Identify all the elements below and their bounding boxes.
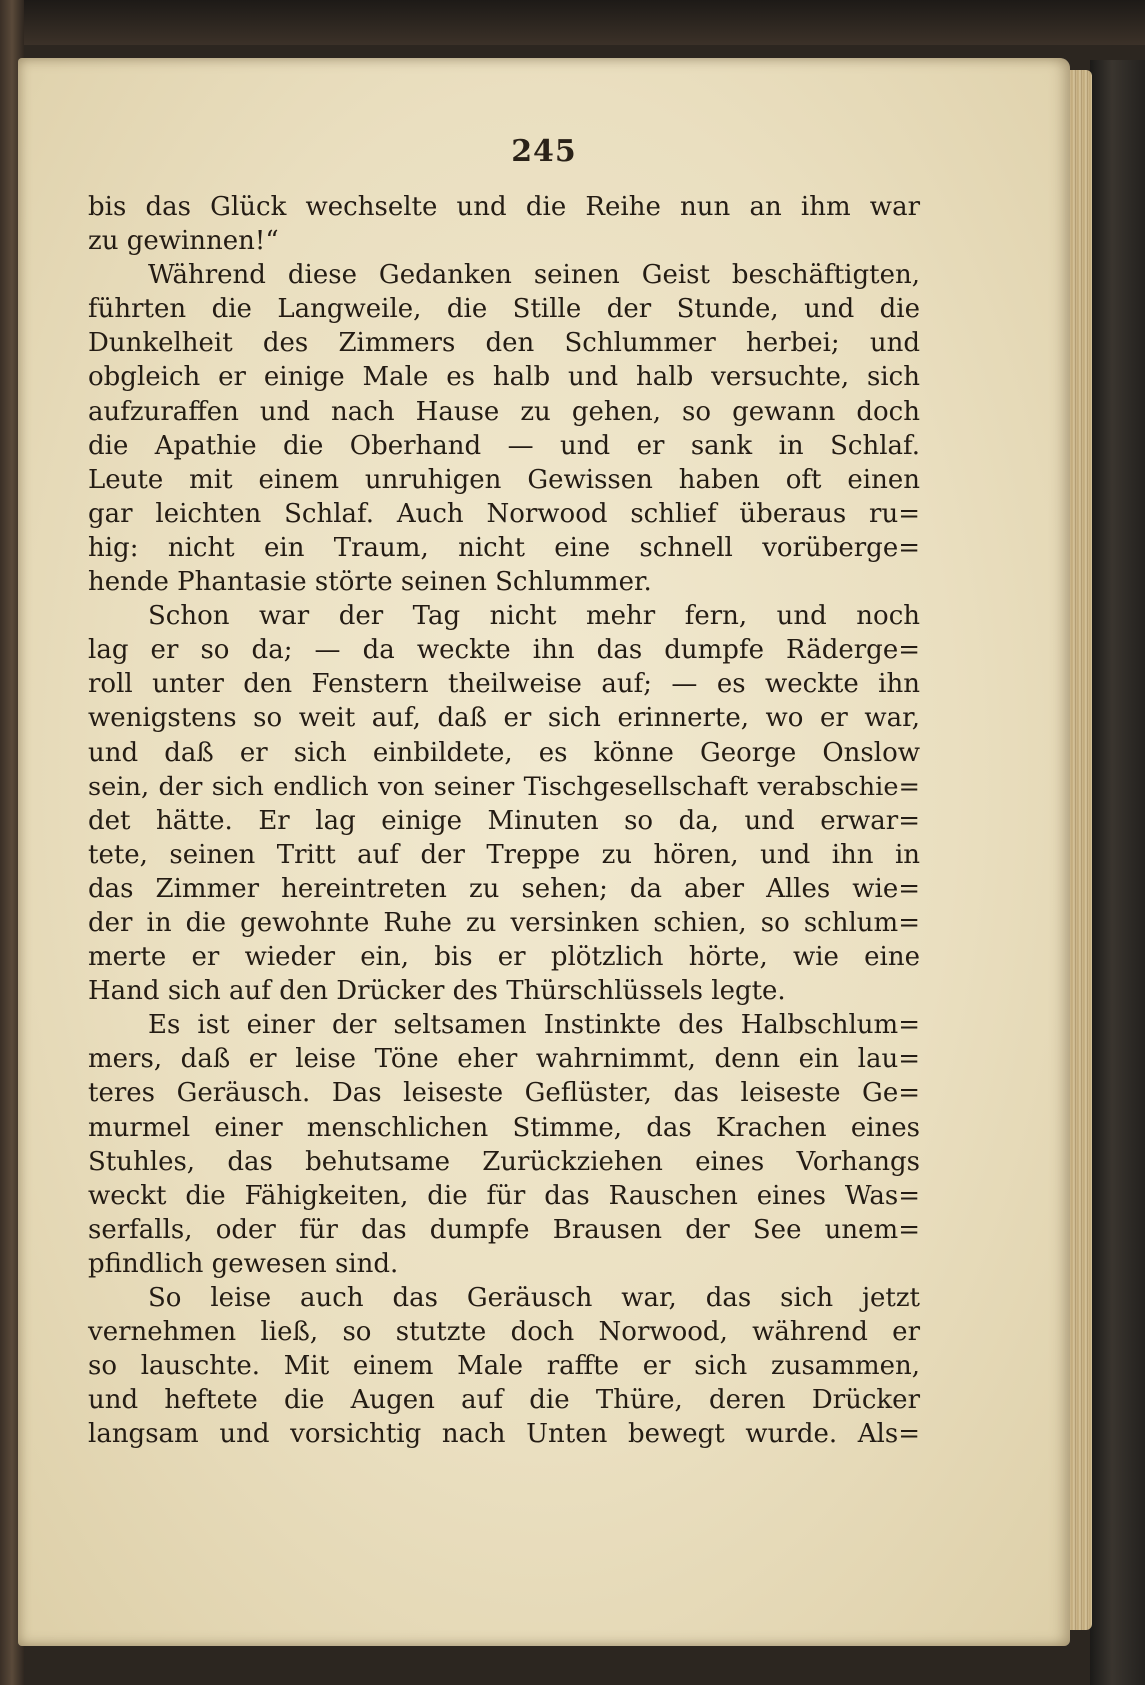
text-line: Schon war der Tag nicht mehr fern, und noch	[148, 601, 920, 632]
text-line: das Zimmer hereintreten zu sehen; da aber Alles wie=	[88, 873, 920, 904]
text-line: hig: nicht ein Traum, nicht eine schnell vorüberge=	[88, 532, 920, 563]
text-line: Stuhles, das behutsame Zurückziehen eines Vorhangs	[88, 1146, 920, 1177]
text-line: langsam und vorsichtig nach Unten bewegt wurde. Als=	[88, 1419, 920, 1450]
text-line: die Apathie die Oberhand — und er sank in Schlaf.	[88, 430, 920, 461]
text-line: pfindlich gewesen sind.	[88, 1248, 399, 1279]
text-line: der in die gewohnte Ruhe zu versinken schien, so schlum=	[88, 907, 920, 938]
text-line: Hand sich auf den Drücker des Thürschlüssels legte.	[88, 976, 786, 1007]
text-line: zu gewinnen!“	[88, 226, 279, 257]
book-page	[18, 58, 1070, 1646]
text-line: bis das Glück wechselte und die Reihe nun an ihm war	[88, 192, 920, 222]
text-line: wenigstens so weit auf, daß er sich erinnerte, wo er war,	[88, 703, 920, 734]
page-text	[88, 190, 920, 1451]
text-line: Es ist einer der seltsamen Instinkte des Halbschlum=	[148, 1010, 920, 1041]
text-line: tete, seinen Tritt auf der Treppe zu hören, und ihn in	[88, 839, 920, 870]
page-number: 245	[511, 134, 577, 169]
text-line: gar leichten Schlaf. Auch Norwood schlief überaus ru=	[88, 498, 920, 529]
text-line: mers, daß er leise Töne eher wahrnimmt, denn ein lau=	[88, 1044, 920, 1075]
text-line: aufzuraffen und nach Hause zu gehen, so gewann doch	[88, 396, 920, 427]
text-line: Während diese Gedanken seinen Geist beschäftigten,	[148, 260, 920, 291]
text-line: so lauschte. Mit einem Male raffte er sich zusammen,	[88, 1351, 920, 1382]
text-line: sein, der sich endlich von seiner Tischgesellschaft verabschie=	[88, 771, 920, 802]
text-line: serfalls, oder für das dumpfe Brausen der See unem=	[88, 1214, 920, 1245]
text-line: det hätte. Er lag einige Minuten so da, und erwar=	[88, 805, 920, 836]
text-line: roll unter den Fenstern theilweise auf; — es weckte ihn	[88, 669, 920, 700]
text-line: Dunkelheit des Zimmers den Schlummer herbei; und	[88, 328, 920, 359]
text-line: lag er so da; — da weckte ihn das dumpfe Räderge=	[88, 635, 920, 666]
text-line: vernehmen ließ, so stutzte doch Norwood, während er	[88, 1317, 920, 1348]
text-line: obgleich er einige Male es halb und halb versuchte, sich	[88, 362, 920, 393]
text-line: führten die Langweile, die Stille der Stunde, und die	[88, 294, 920, 325]
text-line: und daß er sich einbildete, es könne George Onslow	[88, 737, 920, 768]
text-line: weckt die Fähigkeiten, die für das Rauschen eines Was=	[88, 1180, 920, 1211]
text-line: merte er wieder ein, bis er plötzlich hörte, wie eine	[88, 942, 920, 973]
text-line: teres Geräusch. Das leiseste Geflüster, das leiseste Ge=	[88, 1078, 920, 1109]
text-line: hende Phantasie störte seinen Schlummer.	[88, 567, 652, 598]
text-line: und heftete die Augen auf die Thüre, deren Drücker	[88, 1385, 920, 1416]
text-line: murmel einer menschlichen Stimme, das Krachen eines	[88, 1112, 920, 1143]
text-line: Leute mit einem unruhigen Gewissen haben oft einen	[88, 464, 920, 495]
text-line: So leise auch das Geräusch war, das sich jetzt	[148, 1283, 920, 1313]
book-top-edge	[0, 0, 1145, 45]
book-cover-edge	[1090, 60, 1145, 1685]
